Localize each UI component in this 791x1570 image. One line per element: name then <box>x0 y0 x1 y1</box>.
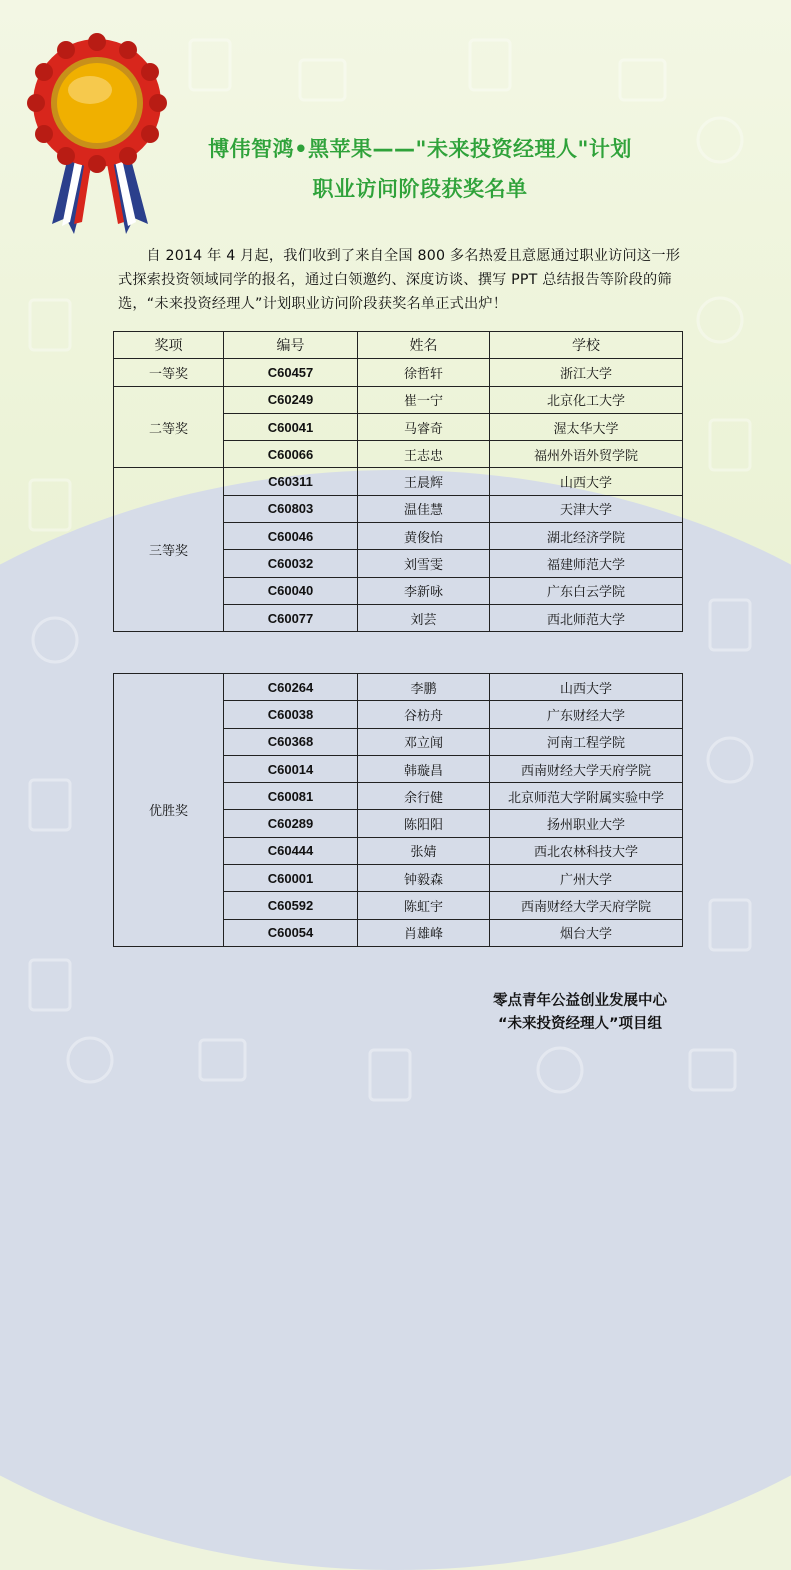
prize-cell: 二等奖 <box>114 386 224 468</box>
school-cell: 广州大学 <box>490 865 683 892</box>
school-cell: 广东白云学院 <box>490 577 683 604</box>
school-cell: 湖北经济学院 <box>490 523 683 550</box>
table-row <box>114 468 683 495</box>
code-cell: C60289 <box>224 810 358 837</box>
name-cell: 韩璇昌 <box>358 755 490 782</box>
code-cell: C60014 <box>224 755 358 782</box>
school-cell: 西南财经大学天府学院 <box>490 755 683 782</box>
school-cell: 浙江大学 <box>490 359 683 386</box>
code-cell: C60054 <box>224 919 358 946</box>
school-cell: 天津大学 <box>490 495 683 522</box>
name-cell: 陈虹宇 <box>358 892 490 919</box>
name-cell: 黄俊怡 <box>358 523 490 550</box>
awards-table <box>113 331 683 632</box>
code-cell: C60038 <box>224 701 358 728</box>
page-title: 博伟智鸿•黑苹果——"未来投资经理人"计划 <box>208 137 632 161</box>
excellence-table <box>113 673 683 947</box>
prize-cell: 一等奖 <box>114 359 224 386</box>
school-cell: 山西大学 <box>490 468 683 495</box>
intro-paragraph: 自 2014 年 4 月起，我们收到了来自全国 800 多名热爱且意愿通过职业访问这一形式探索投资领域同学的报名，通过白领邀约、深度访谈、撰写 PPT 总结报告等阶段的筛选，“未来投资经理人”计划职业访问阶段获奖名单正式出炉！ <box>118 248 681 312</box>
name-cell: 余行健 <box>358 783 490 810</box>
name-cell: 邓立闻 <box>358 728 490 755</box>
code-cell: C60040 <box>224 577 358 604</box>
name-cell: 李鹏 <box>358 674 490 701</box>
school-cell: 广东财经大学 <box>490 701 683 728</box>
school-cell: 北京师范大学附属实验中学 <box>490 783 683 810</box>
code-cell: C60264 <box>224 674 358 701</box>
name-cell: 徐哲轩 <box>358 359 490 386</box>
code-cell: C60081 <box>224 783 358 810</box>
name-cell: 陈阳阳 <box>358 810 490 837</box>
signature-project-group: “未来投资经理人”项目组 <box>497 1016 663 1032</box>
school-cell: 山西大学 <box>490 674 683 701</box>
code-cell: C60592 <box>224 892 358 919</box>
school-cell: 福建师范大学 <box>490 550 683 577</box>
code-cell: C60444 <box>224 837 358 864</box>
school-cell: 烟台大学 <box>490 919 683 946</box>
prize-cell: 优胜奖 <box>114 674 224 947</box>
name-cell: 钟毅森 <box>358 865 490 892</box>
code-cell: C60803 <box>224 495 358 522</box>
code-cell: C60041 <box>224 413 358 440</box>
name-cell: 谷枋舟 <box>358 701 490 728</box>
name-cell: 王晨辉 <box>358 468 490 495</box>
table-row <box>114 359 683 386</box>
prize-cell: 三等奖 <box>114 468 224 632</box>
name-cell: 王志忠 <box>358 441 490 468</box>
name-cell: 温佳慧 <box>358 495 490 522</box>
name-cell: 刘芸 <box>358 604 490 631</box>
header-school: 学校 <box>490 332 683 359</box>
code-cell: C60066 <box>224 441 358 468</box>
name-cell: 李新咏 <box>358 577 490 604</box>
header-code: 编号 <box>224 332 358 359</box>
code-cell: C60368 <box>224 728 358 755</box>
header-prize: 奖项 <box>114 332 224 359</box>
table-row <box>114 674 683 701</box>
code-cell: C60032 <box>224 550 358 577</box>
school-cell: 西北农林科技大学 <box>490 837 683 864</box>
school-cell: 河南工程学院 <box>490 728 683 755</box>
code-cell: C60077 <box>224 604 358 631</box>
school-cell: 渥太华大学 <box>490 413 683 440</box>
header-name: 姓名 <box>358 332 490 359</box>
school-cell: 北京化工大学 <box>490 386 683 413</box>
name-cell: 肖雄峰 <box>358 919 490 946</box>
code-cell: C60001 <box>224 865 358 892</box>
school-cell: 西北师范大学 <box>490 604 683 631</box>
school-cell: 福州外语外贸学院 <box>490 441 683 468</box>
signature-organization: 零点青年公益创业发展中心 <box>493 993 667 1009</box>
code-cell: C60046 <box>224 523 358 550</box>
code-cell: C60311 <box>224 468 358 495</box>
name-cell: 崔一宁 <box>358 386 490 413</box>
school-cell: 扬州职业大学 <box>490 810 683 837</box>
name-cell: 刘雪雯 <box>358 550 490 577</box>
name-cell: 马睿奇 <box>358 413 490 440</box>
code-cell: C60457 <box>224 359 358 386</box>
code-cell: C60249 <box>224 386 358 413</box>
table-row <box>114 386 683 413</box>
name-cell: 张婧 <box>358 837 490 864</box>
table-header-row <box>114 332 683 359</box>
page-subtitle: 职业访问阶段获奖名单 <box>312 177 528 201</box>
school-cell: 西南财经大学天府学院 <box>490 892 683 919</box>
award-medal-icon <box>22 28 172 242</box>
